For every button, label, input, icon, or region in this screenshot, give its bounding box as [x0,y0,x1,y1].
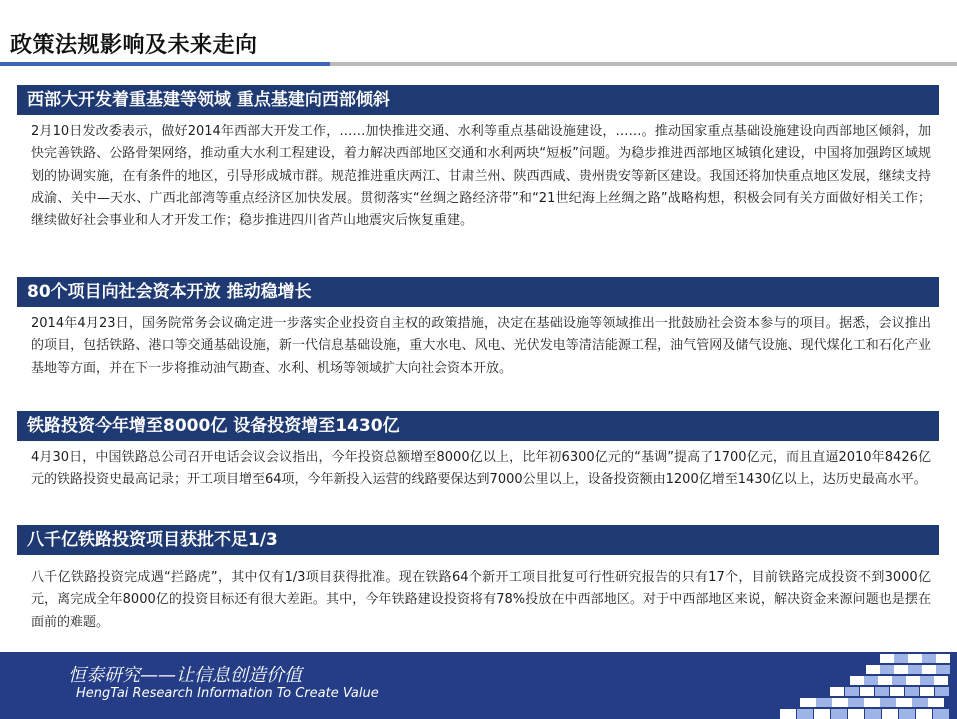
section-header-social-capital: 80个项目向社会资本开放 推动稳增长 [17,277,939,307]
footer-banner [0,652,957,719]
section-body-social-capital: 2014年4月23日，国务院常务会议确定进一步落实企业投资自主权的政策措施，决定在基础设施等领域推出一批鼓励社会资本参与的项目。据悉，会议推出的项目，包括铁路、港口等交通基础设施，新一代信息基础设施，重大水电、风电、光伏发电等清洁能源工程，油气管网及储气设施、现代煤化工和石化产业基地等方面，并在下一步将推动油气勘查、水利、机场等领域扩大向社会资本开放。 [31,316,931,376]
title-underline-accent [0,62,330,66]
section-header-project-approval: 八千亿铁路投资项目获批不足1/3 [17,525,939,555]
page-title: 政策法规影响及未来走向 [10,33,258,58]
footer-slogan-cn: 恒泰研究——让信息创造价值 [68,665,302,686]
footer-checker-decoration-icon [680,652,957,719]
section-body-west-development: 2月10日发改委表示，做好2014年西部大开发工作，……加快推进交通、水利等重点基础设施建设，……。推动国家重点基础设施建设向西部地区倾斜，加快完善铁路、公路骨架网络，推动重大水利工程建设，着力解决西部地区交通和水利两块“短板”问题。为稳步推进西部地区城镇化建设，中国将加强跨区域规划的协调实施，在有条件的地区，引导形成城市群。规范推进重庆两江、甘肃兰州、陕西西咸、贵州贵安等新区建设。我国还将加快重点地区发展，继续支持成渝、关中—天水、广西北部湾等重点经济区加快发展。贯彻落实“丝绸之路经济带”和“21世纪海上丝绸之路”战略构想，积极会同有关方面做好相关工作；继续做好社会事业和人才开发工作；稳步推进四川省芦山地震灾后恢复重建。 [31,124,931,229]
footer-slogan-en: HengTai Research Information To Create Value [76,686,379,701]
title-underline-rule [330,62,957,66]
section-body-railway-investment: 4月30日，中国铁路总公司召开电话会议会议指出，今年投资总额增至8000亿以上，比年初6300亿元的“基调”提高了1700亿元，而且直逼2010年8426亿元的铁路投资史最高记录；开工项目增至64项，今年新投入运营的线路要保达到7000公里以上，设备投资额由1200亿增至1430亿以上，达历史最高水平。 [31,450,931,488]
section-body-project-approval: 八千亿铁路投资完成遇“拦路虎”，其中仅有1/3项目获得批准。现在铁路64个新开工项目批复可行性研究报告的只有17个，目前铁路完成投资不到3000亿元，离完成全年8000亿的投资目标还有很大差距。其中，今年铁路建设投资将有78%投放在中西部地区。对于中西部地区来说，解决资金来源问题也是摆在面前的难题。 [31,570,931,630]
section-header-west-development: 西部大开发着重基建等领域 重点基建向西部倾斜 [17,85,939,115]
section-header-railway-investment: 铁路投资今年增至8000亿 设备投资增至1430亿 [17,411,939,441]
